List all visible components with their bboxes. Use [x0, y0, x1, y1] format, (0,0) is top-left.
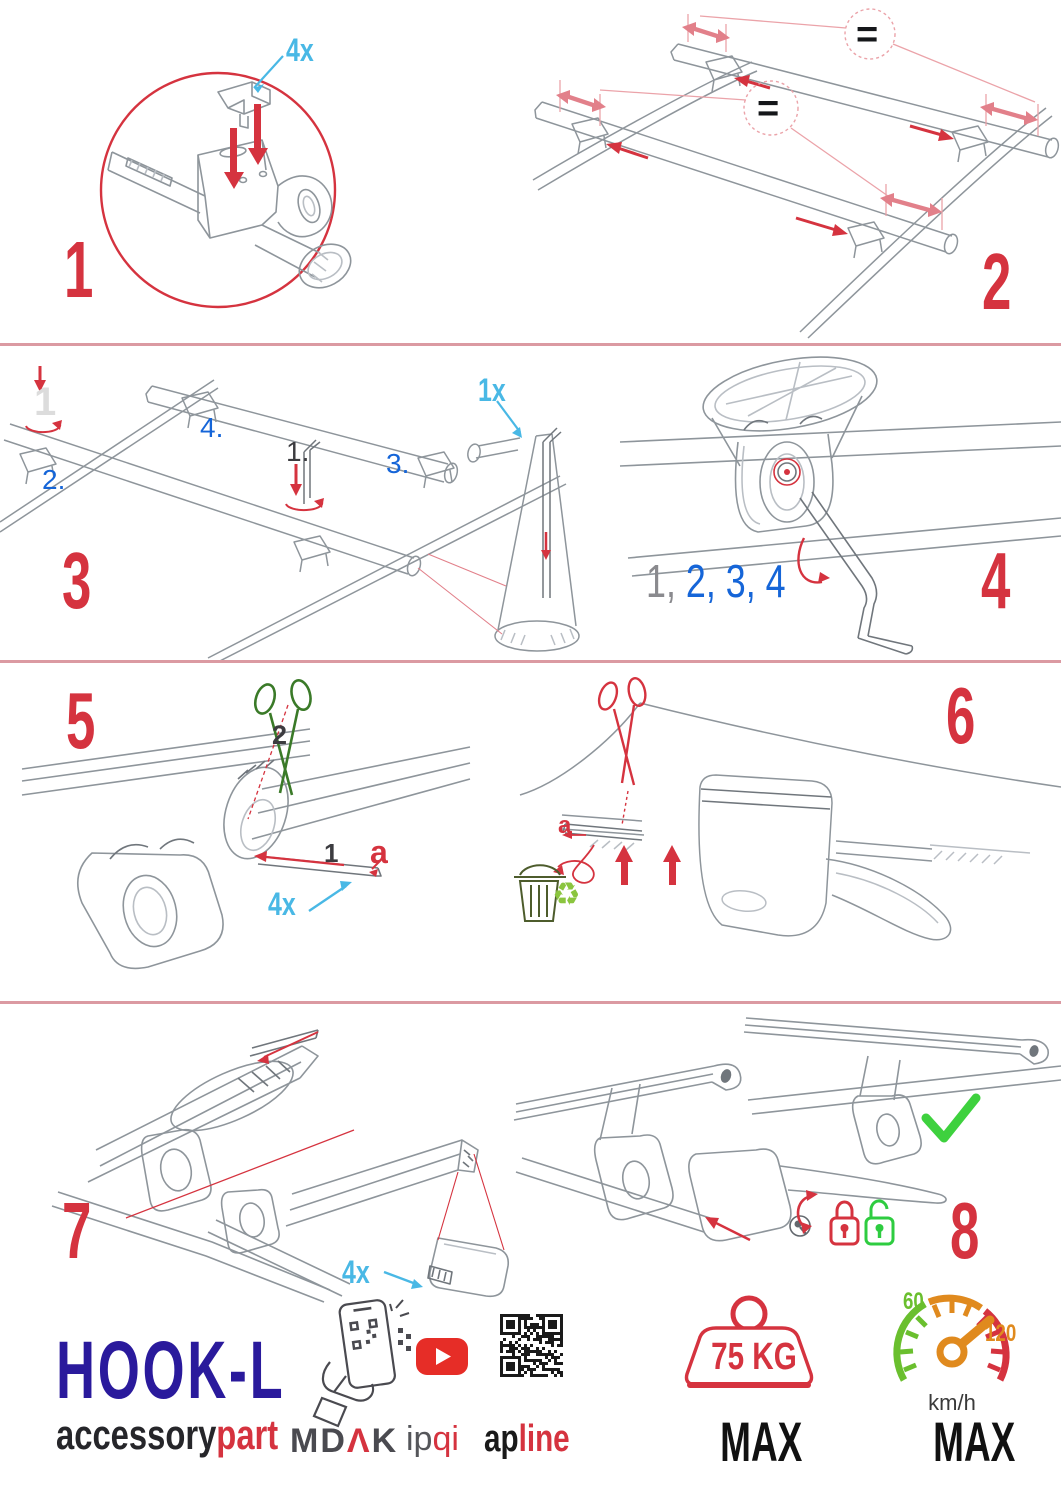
- step3-label-4: 4.: [200, 412, 224, 443]
- section-divider-2: [0, 660, 1061, 663]
- brand-wordmark: accessorypart: [56, 1411, 279, 1458]
- qty-label-step7: 4x: [342, 1254, 370, 1290]
- logo-apline: apline: [484, 1418, 570, 1460]
- step3-step4-illustration: [0, 346, 1061, 661]
- step1-qty-pointer: [254, 56, 283, 93]
- equal-sign-2: =: [757, 88, 780, 130]
- step3-label-1: 1.: [286, 436, 310, 467]
- step-number-1: 1: [64, 225, 94, 314]
- section-divider-1: [0, 343, 1061, 346]
- youtube-icon: [416, 1338, 468, 1375]
- speed-120-label: 120: [985, 1320, 1017, 1347]
- lock-open-icon: [866, 1201, 893, 1244]
- step-number-7: 7: [62, 1186, 92, 1275]
- qty-label-step1: 4x: [286, 32, 314, 68]
- qr-code: [500, 1314, 563, 1377]
- speed-60-label: 60: [903, 1288, 924, 1315]
- step6-scissors-icon: [596, 677, 648, 825]
- qty-label-step3: 1x: [478, 372, 506, 408]
- step2-slide-arrows: [606, 75, 954, 236]
- logo-ipqi: ipqi: [406, 1420, 459, 1458]
- step5-strip-label: 1: [324, 838, 339, 868]
- step4-sequence: 1, 2, 3, 4: [646, 555, 786, 607]
- weight-value: 75 KG: [711, 1336, 797, 1378]
- step-number-8: 8: [950, 1186, 980, 1275]
- step5-step6-illustration: [0, 663, 1061, 1002]
- step3-label-2: 2.: [42, 464, 66, 495]
- step5-cut-label: 2: [272, 720, 288, 750]
- checkmark-icon: [926, 1098, 976, 1138]
- speed-max-label: MAX: [933, 1410, 1016, 1473]
- step6-a-label: a: [558, 812, 572, 839]
- logo-mdak: MDΛK: [290, 1422, 399, 1460]
- step2-dimension-lines: [560, 14, 1038, 230]
- step-number-3: 3: [62, 536, 92, 625]
- step3-ghost-number: 1: [34, 380, 57, 424]
- step-number-2: 2: [982, 237, 1012, 326]
- step-number-5: 5: [66, 676, 96, 765]
- equal-sign-1: =: [856, 14, 879, 56]
- step3-label-3: 3.: [386, 448, 410, 479]
- step1-clamp-drawing: [108, 82, 358, 296]
- product-name: HOOK-L: [56, 1325, 286, 1416]
- step8-cover-drawing: [514, 1064, 946, 1241]
- step1-step2-illustration: [0, 0, 1061, 343]
- step2-adjust-arrows: [556, 22, 1038, 217]
- step7-step8-illustration: [0, 1004, 1061, 1310]
- step5-a-label: a: [370, 834, 388, 870]
- lock-closed-icon: [831, 1202, 858, 1244]
- step5-red-marks: [248, 705, 382, 877]
- qty-label-step5: 4x: [268, 886, 296, 922]
- recycle-icon: ♻: [552, 876, 581, 912]
- section-divider-3: [0, 1001, 1061, 1004]
- step5-qty-pointer: [309, 881, 352, 911]
- speed-unit-label: km/h: [928, 1390, 976, 1415]
- weight-max-label: MAX: [720, 1410, 803, 1473]
- step-number-6: 6: [946, 671, 976, 760]
- step-number-4: 4: [981, 536, 1011, 625]
- step8-locked-drawing: [744, 1018, 1061, 1164]
